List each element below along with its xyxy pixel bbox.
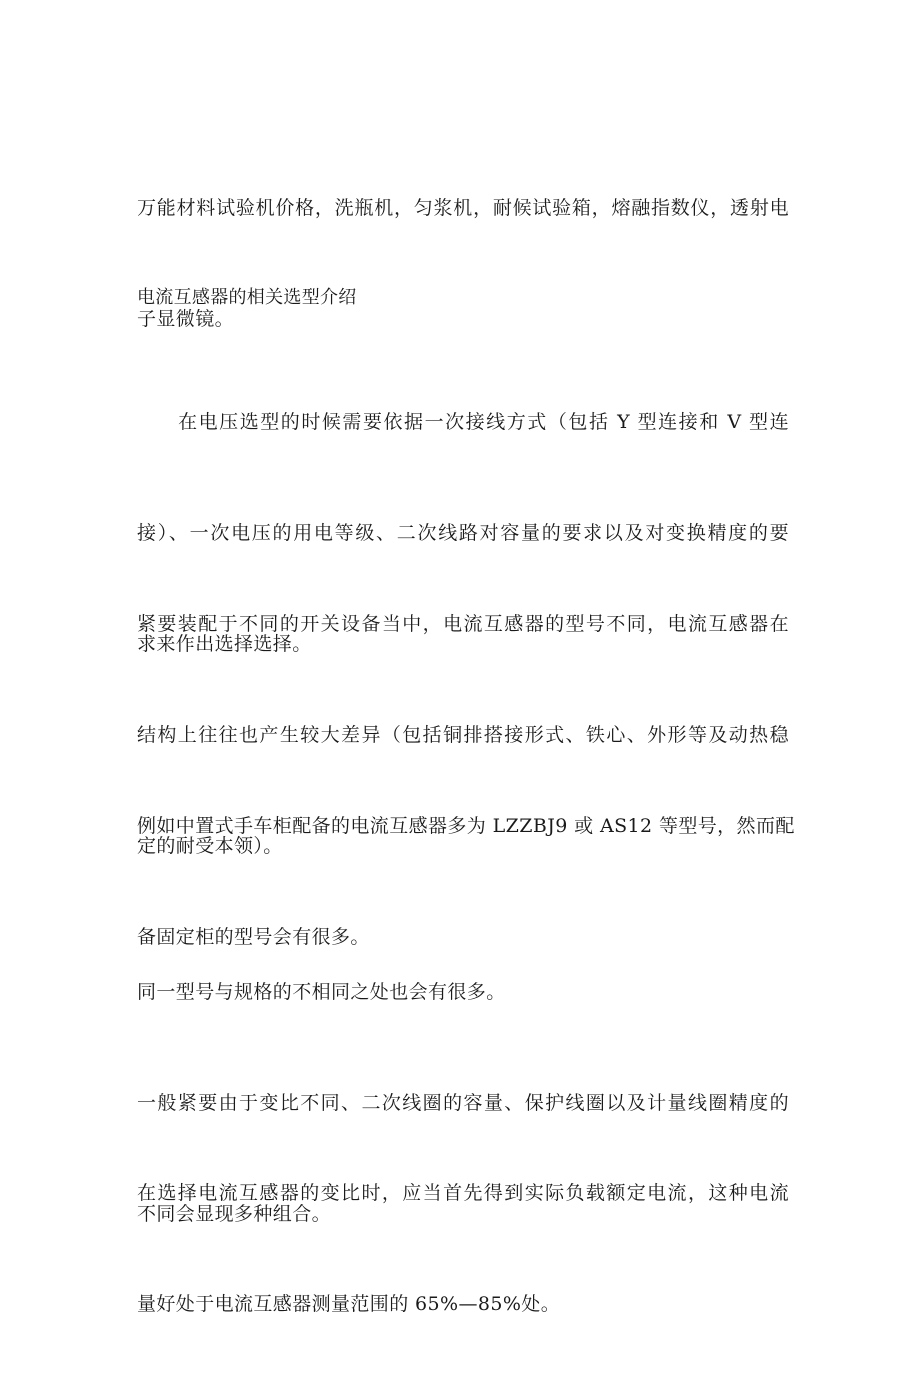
text-line: 求来作出选择选择。	[137, 633, 312, 655]
text-line: 备固定柜的型号会有很多。	[137, 926, 370, 948]
text-line: 量好处于电流互感器测量范围的 65%—85%处。	[137, 1293, 561, 1315]
text-line: 在电压选型的时候需要依据一次接线方式（包括 Y 型连接和 V 型连	[137, 411, 789, 433]
section-heading: 电流互感器的相关选型介绍	[137, 287, 357, 308]
text-line: 同一型号与规格的不相同之处也会有很多。	[137, 981, 506, 1003]
text-line: 一般紧要由于变比不同、二次线圈的容量、保护线圈以及计量线圈精度的	[137, 1092, 789, 1114]
text-line: 不同会显现多种组合。	[137, 1203, 332, 1225]
text-line: 万能材料试验机价格，洗瓶机，匀浆机，耐候试验箱，熔融指数仪，透射电	[137, 197, 789, 219]
text-line: 结构上往往也产生较大差异（包括铜排搭接形式、铁心、外形等及动热稳	[137, 724, 789, 746]
text-line: 定的耐受本领）。	[137, 835, 283, 857]
text-line: 例如中置式手车柜配备的电流互感器多为 LZZBJ9 或 AS12 等型号，然而配	[137, 815, 795, 837]
text-line: 紧要装配于不同的开关设备当中，电流互感器的型号不同，电流互感器在	[137, 613, 789, 635]
text-line: 子显微镜。	[137, 308, 235, 330]
text-line: 在选择电流互感器的变比时，应当首先得到实际负载额定电流，这种电流	[137, 1182, 789, 1204]
paragraph-ratio-selection	[137, 1101, 789, 1397]
text-line: 接）、一次电压的用电等级、二次线路对容量的要求以及对变换精度的要	[137, 522, 789, 544]
